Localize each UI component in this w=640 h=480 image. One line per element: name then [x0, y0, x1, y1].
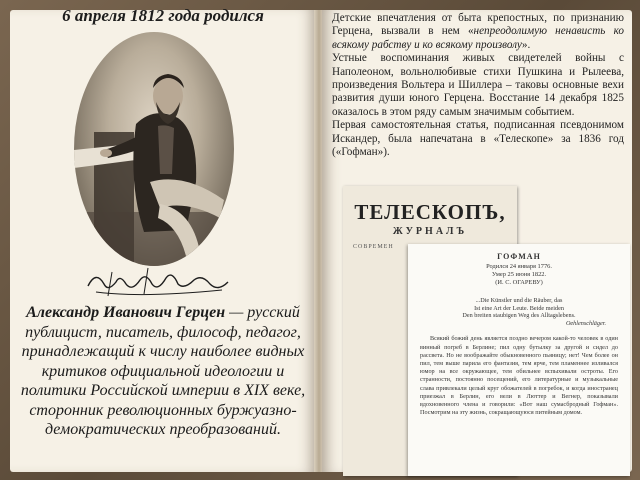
article-meta: [408, 263, 630, 287]
article-body: Всякий божий день является поздно вечером какой-то человек в один винный погреб в Берлине; пил одну бутылку за другой и сидел до рассвета. Но не воображайте обыкновенного пьяницу; нет! Чем более он пил, тем выше парила его фантазия, тем ярче, тем пламеннее изливался юмор на все окружающее, тем обильнее вспыхивали остроты. Его странности, постоянно посещений, его литературные и музыкальные слава привлекали целый круг обожателей в погребок, и когда иностранец приезжал в Берлин, его вели в Люттер и Вегнер, показывали вдохновенного члена и говорили: «Вот наш сумасбродный Гофман». Посмотрим на эту жизнь, сокращающуюся питейным домом.: [420, 335, 618, 417]
article-title: ГОФМАН: [497, 252, 541, 261]
birth-heading: 6 апреля 1812 года родился: [62, 6, 264, 25]
journal-subtitle: ЖУРНАЛЪ: [392, 226, 468, 237]
biography-description: — русский публицист, писатель, философ, педагог, принадлежащий к числу наиболее видных критиков официальной идеологии и политики Российской империи в XIX веке, сторонник революционных буржуазно-демократических преобразований.: [20, 304, 306, 438]
portrait-photo: [74, 32, 234, 266]
influences-paragraph: Устные воспоминания живых свидетелей войны с Наполеоном, вольнолюбивые стихи Пушкина и Рылеева, произведения Вольтера и Шиллера – таковы основные вехи развития души юного Герцена. Восстание 14 декабря 1825 оказалось в этом ряду самым значимым событием.: [332, 52, 624, 118]
epigraph-line: ...Die Künstler und die Räuber, das: [475, 297, 563, 304]
childhood-paragraph: [332, 12, 624, 52]
right-page-text: [332, 12, 624, 159]
journal-small-text: СОВРЕМЕН: [353, 244, 394, 250]
herzen-name: Александр Иванович Герцен: [26, 304, 226, 321]
quote-close: ».: [521, 38, 531, 51]
childhood-text: Детские впечатления от быта крепостных, по признанию Герцена, вызвали в нем «: [332, 12, 624, 38]
herzen-signature: [82, 262, 232, 302]
first-article-paragraph: Первая самостоятельная статья, подписанная псевдонимом Искандер, была напечатана в «Телескопе» за 1836 год («Гофман»).: [332, 119, 624, 159]
epigraph-line: Ist eine Art der Leute. Beide meiden: [474, 304, 564, 312]
journal-title: ТЕЛЕСКОПЪ,: [354, 200, 506, 224]
article-born: Родился 24 января 1776.: [486, 263, 552, 270]
article-dedication: (И. С. ОГАРЕВУ): [495, 279, 543, 286]
biography-text: [18, 303, 308, 440]
herzen-quote: непреодолимую ненависть ко всякому рабству и ко всякому произволу: [332, 25, 624, 51]
portrait-figure: [74, 32, 234, 266]
epigraph-line: Den breiten staubigen Weg des Alltagslebens.: [462, 312, 576, 320]
herzen-portrait: [74, 32, 234, 266]
epigraph-author: Oehlenschläger.: [565, 319, 606, 327]
hoffmann-article-page: [408, 244, 630, 476]
article-epigraph: [408, 297, 630, 327]
article-died: Умер 25 июня 1822.: [491, 271, 547, 278]
